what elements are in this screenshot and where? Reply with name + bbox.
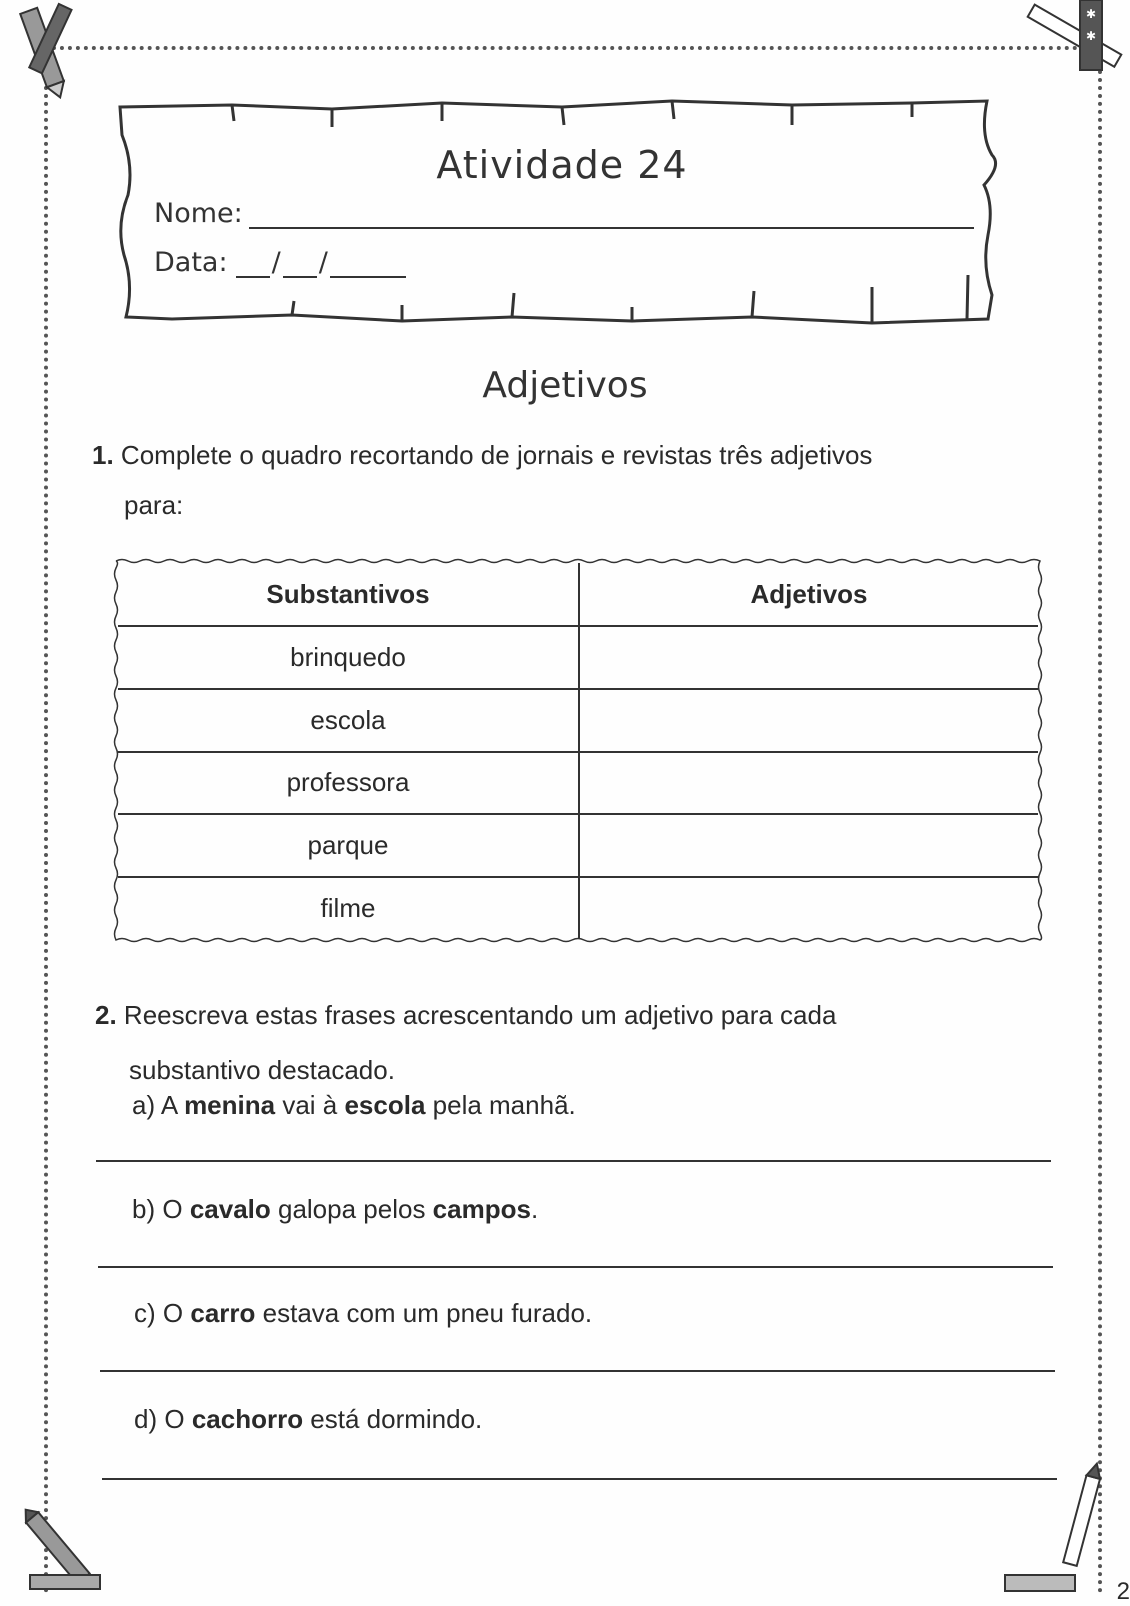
sentence-text: . [530, 1194, 539, 1224]
highlighted-noun: cachorro [191, 1404, 304, 1434]
noun-cell: filme [118, 877, 579, 938]
adjective-cell[interactable] [579, 814, 1038, 877]
header-box [112, 95, 1012, 335]
sentence-item [134, 1404, 482, 1435]
question-text: Complete o quadro recortando de jornais e revistas três adjetivos [120, 440, 873, 470]
date-day-field[interactable] [236, 256, 270, 278]
question-1 [92, 430, 1042, 530]
sentence-text: pela manhã. [425, 1090, 576, 1120]
adjective-cell[interactable] [579, 752, 1038, 815]
pencil-icon [1000, 1455, 1110, 1600]
table-row [118, 814, 1038, 877]
pencil-icon [4, 0, 84, 100]
adjective-cell[interactable] [579, 689, 1038, 752]
name-row [154, 198, 974, 229]
table-header-row [118, 563, 1038, 626]
pencil-icon [20, 1495, 110, 1600]
answer-line[interactable] [102, 1478, 1057, 1480]
noun-cell: escola [118, 689, 579, 752]
date-separator: / [318, 247, 328, 278]
answer-line[interactable] [96, 1160, 1051, 1162]
question-text-cont: substantivo destacado. [129, 1055, 395, 1085]
highlighted-noun: escola [344, 1090, 426, 1120]
highlighted-noun: cavalo [189, 1194, 271, 1224]
answer-line[interactable] [98, 1266, 1053, 1268]
sentence-text: O [162, 1194, 190, 1224]
page-number: 2 [1116, 1578, 1130, 1605]
svg-text:✱: ✱ [1085, 7, 1097, 21]
sentence-text: galopa pelos [270, 1194, 433, 1224]
pencil-icon [1012, 0, 1130, 80]
date-year-field[interactable] [330, 256, 406, 278]
table-row [118, 626, 1038, 689]
item-label: b) [132, 1194, 156, 1224]
sentence-text: O [162, 1298, 191, 1328]
sentence-text: O [164, 1404, 192, 1434]
date-label: Data: [154, 247, 228, 278]
sentence-text: vai à [275, 1090, 345, 1120]
question-number: 1. [92, 440, 114, 470]
item-label: a) [132, 1090, 156, 1120]
column-header: Substantivos [118, 563, 579, 626]
answer-line[interactable] [100, 1370, 1055, 1372]
date-separator: / [271, 247, 281, 278]
name-field[interactable] [249, 205, 974, 229]
adjective-cell[interactable] [579, 626, 1038, 689]
sentence-text: estava com um pneu furado. [255, 1298, 593, 1328]
column-header: Adjetivos [579, 563, 1038, 626]
sentence-item [132, 1194, 538, 1225]
sentence-item [134, 1298, 592, 1329]
table-row [118, 689, 1038, 752]
section-title: Adjetivos [482, 365, 648, 406]
noun-cell: parque [118, 814, 579, 877]
question-text: Reescreva estas frases acrescentando um adjetivo para cada [123, 1000, 837, 1030]
sentence-text: A [160, 1090, 185, 1120]
date-row [154, 247, 406, 278]
date-month-field[interactable] [283, 256, 317, 278]
item-label: c) [134, 1298, 156, 1328]
sentence-text: está dormindo. [303, 1404, 483, 1434]
table-row [118, 877, 1038, 938]
item-label: d) [134, 1404, 158, 1434]
noun-cell: professora [118, 752, 579, 815]
table-row [118, 752, 1038, 815]
question-2 [95, 988, 1055, 1098]
adjectives-table [112, 557, 1044, 944]
svg-text:✱: ✱ [1085, 29, 1097, 43]
question-text-cont: para: [124, 490, 184, 520]
highlighted-noun: menina [184, 1090, 276, 1120]
adjective-cell[interactable] [579, 877, 1038, 938]
highlighted-noun: carro [190, 1298, 256, 1328]
noun-cell: brinquedo [118, 626, 579, 689]
question-number: 2. [95, 1000, 117, 1030]
activity-title: Atividade 24 [436, 143, 688, 187]
highlighted-noun: campos [432, 1194, 531, 1224]
sentence-item [132, 1090, 576, 1121]
name-label: Nome: [154, 198, 243, 229]
